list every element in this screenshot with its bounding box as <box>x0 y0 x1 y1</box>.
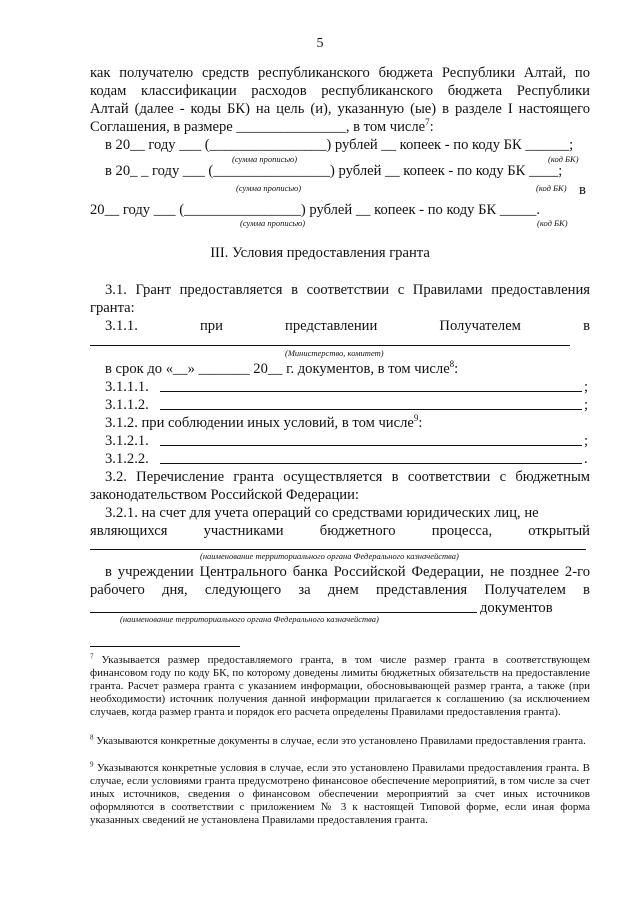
blank-line <box>160 445 582 446</box>
footnote-text: Указывается размер предоставляемого гранта, в том числе размер гранта в соответствующем финансовом году по коду БК, по которому доведены лимиты бюджетных обязательств на предоставление гранта. Расчет размера гранта с указанием информации, обосновывающей размер гранта, а также (при необходимости) источник получения данной информации прилагается к соглашению (за исключением случаев, когда размер гранта и порядок его расчета определены Правилами предоставления гранта). <box>90 654 591 718</box>
word: в <box>583 582 590 598</box>
footnote <box>90 735 590 748</box>
body-line: законодательством Российской Федерации: <box>90 487 359 503</box>
body-line <box>90 522 590 540</box>
footnote-number: 8 <box>90 733 94 742</box>
footnote <box>90 654 590 719</box>
word: открытый <box>528 523 590 539</box>
punctuation: . <box>584 451 588 467</box>
word: за <box>298 582 311 598</box>
blank-line <box>160 409 582 410</box>
body-line <box>105 414 590 432</box>
caption-code-bk: (код БК) <box>548 154 579 164</box>
body-text: : <box>454 361 459 377</box>
blank-line <box>90 345 570 346</box>
caption-sum-words: (сумма прописью) <box>232 154 298 164</box>
body-line <box>105 432 590 450</box>
item-number: 3.1.1.2. <box>105 397 149 413</box>
footnote-ref: 9 <box>413 413 419 424</box>
word: бюджетного <box>319 523 396 539</box>
body-line: 3.2.1. на счет для учета операций со средствами юридических лиц, не <box>105 505 539 521</box>
body-text: 3.1.2. при соблюдении иных условий, в том числе <box>105 415 414 431</box>
word: дня, <box>162 582 188 598</box>
footnote-ref: 8 <box>449 359 455 370</box>
body-line <box>90 118 590 136</box>
body-line: кодам классификации расходов республиканского бюджета Республики <box>90 83 590 99</box>
caption-sum-words: (сумма прописью) <box>236 183 302 193</box>
footnote-text: Указываются конкретные документы в случае, если это установлено Правилами предоставления гранта. <box>96 735 586 747</box>
caption-treasury: (наименование территориального органа Федерального казначейства) <box>120 614 379 624</box>
word: рабочего <box>90 582 145 598</box>
footnote <box>90 762 590 827</box>
body-line: Алтай (далее - коды БК) на цель (и), указанную (ые) в разделе I настоящего <box>90 101 590 117</box>
body-line: как получателю средств республиканского бюджета Республики Алтай, по <box>90 65 590 81</box>
item-number: 3.1.2.2. <box>105 451 149 467</box>
blank-line <box>160 463 582 464</box>
body-line <box>105 360 590 378</box>
body-line <box>90 581 590 599</box>
punctuation: ; <box>584 397 589 413</box>
body-line: 3.1. Грант предоставляется в соответствии с Правилами предоставления <box>105 282 590 298</box>
item-number: 3.1.1.1. <box>105 379 149 395</box>
word: при <box>199 318 223 334</box>
body-line <box>105 396 590 414</box>
item-number: 3.1.2.1. <box>105 433 149 449</box>
section-title: III. Условия предоставления гранта <box>210 245 430 261</box>
caption-code-bk: (код БК) <box>536 183 567 193</box>
page-number: 5 <box>316 36 324 51</box>
body-text: : <box>429 119 434 135</box>
body-text: документов <box>480 600 553 616</box>
body-line: 3.2. Перечисление гранта осуществляется в соответствии с бюджетным <box>105 469 590 485</box>
body-line <box>105 378 590 396</box>
caption-ministry: (Министерство, комитет) <box>285 348 384 358</box>
word: Получателем <box>439 318 521 334</box>
word: следующего <box>204 582 282 598</box>
year-amount-line: 20__ году ___ (________________) рублей __ копеек - по коду БК _____. <box>90 202 540 218</box>
blank-line <box>90 549 586 550</box>
year-amount-line: в 20_ _ году ___ (________________) рублей __ копеек - по коду БК ____; <box>105 163 563 179</box>
footnote-text: Указываются конкретные условия в случае, если это установлено Правилами предоставления гранта. В случае, если условиями гранта предусмотрено финансовое обеспечение мероприятий, в том числе за счет иных источников, сведения о финансовом обеспечении мероприятий за счет иных источников оформляются в соответствии с приложением № 3 к настоящей Типовой форме, если иная форма указанных сведений не установлена Правилами предоставления гранта. <box>90 762 590 826</box>
caption-sum-words: (сумма прописью) <box>240 218 306 228</box>
word: являющихся <box>90 523 168 539</box>
word: представления <box>376 582 468 598</box>
body-text: : <box>418 415 423 431</box>
punctuation: ; <box>584 379 589 395</box>
year-amount-line: в 20__ году ___ (________________) рублей __ копеек - по коду БК ______; <box>105 137 574 153</box>
body-text: в <box>579 182 586 198</box>
caption-code-bk: (код БК) <box>537 218 568 228</box>
footnote-number: 9 <box>90 760 94 769</box>
body-text: в срок до «__» _______ 20__ г. документов, в том числе <box>105 361 450 377</box>
blank-line <box>90 612 477 613</box>
word: процесса, <box>431 523 493 539</box>
blank-line <box>160 391 582 392</box>
caption-treasury: (наименование территориального органа Федерального казначейства) <box>200 551 459 561</box>
body-line <box>105 450 590 468</box>
footnote-ref: 7 <box>425 117 430 128</box>
word: представлении <box>285 318 378 334</box>
word: участниками <box>203 523 284 539</box>
footnote-separator <box>90 646 240 647</box>
body-line: гранта: <box>90 300 135 316</box>
body-line <box>105 317 590 335</box>
body-text: Соглашения, в размере _______________, в том числе <box>90 119 426 135</box>
punctuation: ; <box>584 433 589 449</box>
footnote-number: 7 <box>90 652 94 661</box>
word: Получателем <box>484 582 566 598</box>
body-line: в учреждении Центрального банка Российской Федерации, не позднее 2-го <box>105 564 590 580</box>
word: 3.1.1. <box>105 318 138 334</box>
word: днем <box>327 582 359 598</box>
word: в <box>583 318 590 334</box>
